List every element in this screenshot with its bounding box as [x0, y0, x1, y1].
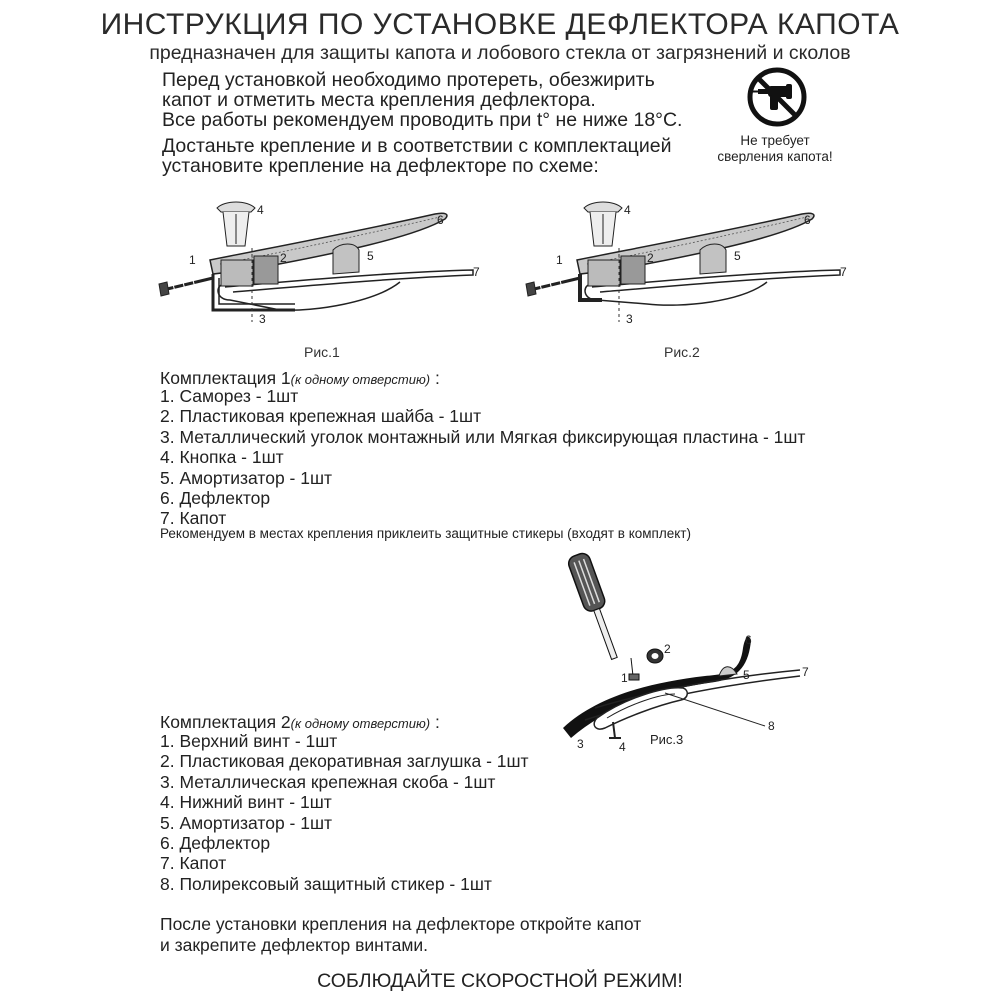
intro-line: Достаньте крепление и в соответствии с комплектацией: [162, 135, 672, 157]
fig2-label-7: 7: [840, 265, 847, 279]
list-item: 1. Саморез - 1шт: [160, 386, 299, 406]
list-item: 7. Капот: [160, 508, 227, 529]
figure-3-diagram: [555, 548, 845, 758]
fig1-label-4: 4: [257, 203, 264, 217]
fig2-label-5: 5: [734, 249, 741, 263]
kit-2-title-note: (к одному отверстию): [290, 716, 431, 731]
kit-1-title-suffix: :: [430, 368, 440, 388]
list-item: 4. Кнопка - 1шт: [160, 447, 284, 468]
list-item: 8. Полирексовый защитный стикер - 1шт: [160, 873, 492, 894]
kit-1-title-text: Комплектация 1: [160, 368, 291, 388]
intro-paragraph-2: [162, 136, 672, 176]
fig3-label-4: 4: [619, 740, 626, 754]
no-drill-line: сверления капота!: [717, 149, 833, 164]
kit-2-title-suffix: :: [430, 712, 440, 732]
kit-2-list: [160, 731, 529, 894]
intro-line: капот и отметить места крепления дефлектора.: [162, 89, 596, 111]
fig1-label-6: 6: [437, 213, 444, 227]
kit-2-title-text: Комплектация 2: [160, 712, 291, 732]
figure-2-diagram: [522, 192, 862, 342]
intro-paragraph-1: [162, 70, 682, 130]
fig2-label-4: 4: [624, 203, 631, 217]
fig2-label-3: 3: [626, 312, 633, 326]
list-item: 6. Дефлектор: [160, 488, 271, 509]
fig1-label-2: 2: [280, 251, 287, 265]
fig3-label-8: 8: [768, 719, 775, 733]
fig1-label-5: 5: [367, 249, 374, 263]
fig1-label-7: 7: [473, 265, 480, 279]
list-item: 5. Амортизатор - 1шт: [160, 812, 333, 833]
final-instructions: [160, 914, 641, 956]
fig3-label-5: 5: [743, 668, 750, 682]
final-line: и закрепите дефлектор винтами.: [160, 935, 429, 955]
intro-line: Перед установкой необходимо протереть, обезжирить: [162, 69, 655, 91]
kit-2-title: [160, 712, 440, 733]
no-drill-line: Не требует: [740, 133, 810, 148]
speed-warning: СОБЛЮДАЙТЕ СКОРОСТНОЙ РЕЖИМ!: [317, 970, 683, 992]
fig3-label-6: 6: [745, 633, 752, 647]
kit-1-list: [160, 386, 805, 529]
no-drill-icon: [742, 66, 812, 128]
figure-2-caption: Рис.2: [664, 344, 700, 360]
figure-1-diagram: [155, 192, 495, 342]
fig1-label-3: 3: [259, 312, 266, 326]
sticker-note: Рекомендуем в местах крепления приклеить защитные стикеры (входят в комплект): [160, 526, 691, 541]
list-item: 7. Капот: [160, 853, 227, 874]
fig2-label-1: 1: [556, 253, 563, 267]
kit-1-title-note: (к одному отверстию): [290, 372, 431, 387]
intro-line: установите крепление на дефлекторе по схеме:: [162, 155, 599, 177]
list-item: 2. Пластиковая крепежная шайба - 1шт: [160, 406, 482, 427]
list-item: 6. Дефлектор: [160, 833, 271, 854]
fig3-label-7: 7: [802, 665, 809, 679]
page-title: ИНСТРУКЦИЯ ПО УСТАНОВКЕ ДЕФЛЕКТОРА КАПОТА: [100, 8, 900, 41]
figure-1-caption: Рис.1: [304, 344, 340, 360]
list-item: 3. Металлическая крепежная скоба - 1шт: [160, 771, 496, 792]
page-subtitle: предназначен для защиты капота и лобового стекла от загрязнений и сколов: [149, 42, 851, 64]
list-item: 2. Пластиковая декоративная заглушка - 1шт: [160, 751, 529, 772]
fig1-label-1: 1: [189, 253, 196, 267]
list-item: 3. Металлический уголок монтажный или Мягкая фиксирующая пластина - 1шт: [160, 426, 806, 447]
fig3-label-3: 3: [577, 737, 584, 751]
list-item: 1. Верхний винт - 1шт: [160, 731, 338, 751]
fig3-label-2: 2: [664, 642, 671, 656]
fig2-label-2: 2: [647, 251, 654, 265]
fig3-label-1: 1: [621, 671, 628, 685]
figure-3-caption: Рис.3: [650, 732, 684, 747]
final-line: После установки крепления на дефлекторе откройте капот: [160, 914, 642, 934]
intro-line: Все работы рекомендуем проводить при t° не ниже 18°C.: [162, 109, 683, 131]
no-drill-caption: [700, 133, 850, 165]
fig2-label-6: 6: [804, 213, 811, 227]
list-item: 5. Амортизатор - 1шт: [160, 467, 333, 488]
list-item: 4. Нижний винт - 1шт: [160, 792, 332, 813]
